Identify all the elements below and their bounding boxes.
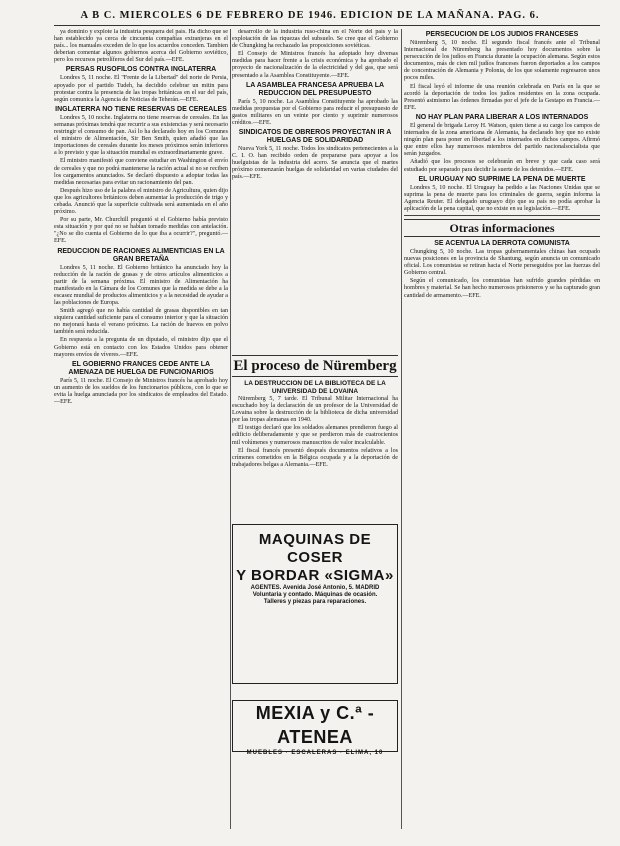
ad-title: MAQUINAS DE COSER — [258, 531, 372, 566]
masthead: A B C. MIERCOLES 6 DE FEBRERO DE 1946. EDICION DE LA MAÑANA. PAG. 6. — [80, 10, 540, 21]
article-text: Por su parte, Mr. Churchill preguntó si el Gobierno había previsto esta situación y por qué no se habían tomado medidas con antelación. "¿No se dio cuenta el Gobierno de lo que iba a ocurrir?", preguntó.—EFE. — [54, 217, 228, 245]
ad-text: MUEBLES · ESCALERAS · ELIMA, 10 — [246, 750, 384, 756]
article-text: El fiscal leyó el informe de una reunión celebrada en París en la que se acordó la deportación de todos los judíos residentes en la zona ocupada. Presentó asimismo las órdenes firmadas por el jefe de la Gestapo en Francia.—EFE. — [404, 83, 600, 111]
headline: SINDICATOS DE OBREROS PROYECTAN IR A HUELGAS DE SOLIDARIDAD — [238, 129, 392, 145]
ad-title: MEXIA y C.ª - ATENEA — [255, 703, 375, 747]
article-text: El Consejo de Ministros francés ha adoptado hoy diversas medidas para hacer frente a la crisis económica y ha aprobado el proyecto de nacionalización de la electricidad y del gas, que será presentado a la Asamblea Constituyente.—EFE. — [232, 51, 398, 79]
section-title: El proceso de Nüremberg — [232, 355, 398, 377]
article-text: Añadió que los procesos se celebrarán en breve y que cada caso será estudiado por separado para decidir la suerte de los detenidos.—EFE. — [404, 159, 600, 173]
column-divider-2 — [401, 29, 402, 829]
column-3 — [404, 29, 600, 829]
article-text: El testigo declaró que los soldados alemanes prendieron fuego al edificio deliberadamente y que se perdieron más de cuatrocientos mil volúmenes y numerosos manuscritos de valor incalculable. — [232, 425, 398, 446]
article-text: Londres 5, 10 noche. Inglaterra no tiene reservas de cereales. En las semanas próximas tendrá que recurrir a sus existencias y será necesario restringir el consumo de pan. Así lo ha declarado hoy en los Comunes el ministro de Alimentación, Sir Ben Smith, quien añadió que las importaciones de cereales durante los meses próximos serán inferiores a lo previsto y que la situación mundial es extraordinariamente grave. — [54, 114, 228, 157]
ad-text: Voluntaria y contado. Máquinas de ocasión. — [252, 592, 378, 598]
nuremberg-article — [232, 352, 398, 518]
article-text: En respuesta a la pregunta de un diputado, el ministro dijo que el Gobierno está en contacto con los Estados Unidos para obtener mayores envíos de víveres.—EFE. — [54, 337, 228, 358]
article-text: París 5, 10 noche. La Asamblea Constituyente ha aprobado las medidas propuestas por el Gobierno para reducir el presupuesto de gastos militares en un veinte por ciento y suprimir numerosos créditos.—EFE. — [232, 98, 398, 126]
article-text: Londres 5, 10 noche. El Uruguay ha pedido a las Naciones Unidas que se suprima la pena de muerte para los criminales de guerra, según informa la Agencia Reuter. El delegado uruguayo dijo que su país no podía aprobar la aplicación de la pena capital, que no existe en su legislación.—EFE. — [404, 184, 600, 212]
header-rule — [54, 25, 600, 26]
article-text: Nüremberg 5, 10 noche. El segundo fiscal francés ante el Tribunal Internacional de Nüremberg ha presentado hoy documentos sobre la persecución de los judíos en Francia durante la ocupación alemana. Según estos documentos, más de cien mil judíos franceses fueron deportados a los campos de concentración de Alemania y Polonia, de los que solamente regresaron unos pocos miles. — [404, 40, 600, 82]
article-text: Nueva York 5, 11 noche. Todos los sindicatos pertenecientes a la C. I. O. han recibido orden de prepararse para apoyar a los huelguistas de la industria del acero. Se anuncia que el martes próximo comenzarán huelgas de solidaridad en varias ciudades del país.—EFE. — [232, 146, 398, 181]
article-text: El ministro manifestó que conviene estudiar en Washington el envío de cereales y que no podrá mantenerse la ración actual si no se reciben los cargamentos anunciados. Se declaró dispuesto a adoptar todas las medidas necesarias para evitar un racionamiento del pan. — [54, 158, 228, 186]
column-1 — [54, 29, 228, 829]
article-text: Londres 5, 11 noche. El Gobierno británico ha anunciado hoy la reducción de la ración de grasas y de otros artículos alimenticios a partir de la semana próxima. El ministro de Alimentación ha manifestado en la Cámara de los Comunes que la medida se debe a la escasez mundial de productos alimenticios y a la necesidad de ayudar a las poblaciones de Europa. — [54, 264, 228, 306]
column-2 — [232, 29, 398, 347]
sewing-machine-ad — [232, 524, 398, 684]
article-text: Chungking 5, 10 noche. Las tropas gubernamentales chinas han ocupado nuevas posiciones en la provincia de Shantung, según anuncia un comunicado oficial. Los comunistas se retiran hacia el Norte perseguidos por las fuerzas del Gobierno central. — [404, 248, 600, 277]
headline: PERSECUCION DE LOS JUDIOS FRANCESES — [425, 31, 579, 38]
ad-text: AGENTES. Avenida José Antonio, 5. MADRID — [250, 585, 380, 591]
article-text: Después hizo uso de la palabra el ministro de Agricultura, quien dijo que los agricultores británicos deben aumentar la producción de trigo y cebada. Anunció que la superficie cultivada será aumentada en el año próximo. — [54, 187, 228, 216]
article-text: París 5, 11 noche. El Consejo de Ministros francés ha aprobado hoy un aumento de los sueldos de los funcionarios públicos, con lo que se evita la huelga anunciada por los sindicatos de empleados del Estado.—EFE. — [54, 377, 228, 406]
ad-title: Y BORDAR «SIGMA» — [236, 567, 394, 584]
headline: INGLATERRA NO TIENE RESERVAS DE CEREALES — [55, 105, 227, 113]
article-text: Según el comunicado, los comunistas han sufrido grandes pérdidas en hombres y material. Se han hecho numerosos prisioneros y se ha capturado gran cantidad de armamento.—EFE. — [404, 278, 600, 299]
headline: NO HAY PLAN PARA LIBERAR A LOS INTERNADOS — [415, 113, 589, 121]
headline: EL GOBIERNO FRANCES CEDE ANTE LA AMENAZA DE HUELGA DE FUNCIONARIOS — [68, 360, 214, 376]
article-text: Smith agregó que no había cantidad de grasas disponibles en tan siquiera cantidad suficiente para el consumo interior y que la situación no mejorará hasta el verano próximo. La ración de huevos en polvo también será reducida. — [54, 308, 228, 336]
article-text: Londres 5, 11 noche. El "Frente de la Libertad" del norte de Persia, apoyado por el partido Tudeh, ha decidido celebrar un mitin para protestar contra la presencia de las tropas británicas en el sur del país, según comunica la Agencia de Noticias de Teherán.—EFE. — [54, 75, 228, 103]
headline: SE ACENTUA LA DERROTA COMUNISTA — [434, 239, 570, 247]
headline: REDUCCION DE RACIONES ALIMENTICIAS EN LA GRAN BRETAÑA — [57, 247, 225, 263]
ad-text: Talleres y piezas para reparaciones. — [263, 599, 367, 605]
furniture-ad — [232, 700, 398, 756]
article-text: desarrollo de la industria ruso-china en el Norte del país y la explotación de las riquezas del subsuelo. Se cree que el Gobierno de Chungking ha rechazado las proposiciones soviéticas. — [232, 29, 398, 50]
section-title: Otras informaciones — [404, 219, 600, 237]
column-divider-1 — [230, 29, 231, 829]
article-text: El fiscal francés presentó después documentos relativos a los crímenes cometidos en la Bélgica ocupada y a la deportación de trabajadores belgas a Alemania.—EFE. — [232, 447, 398, 468]
headline: PERSAS RUSOFILOS CONTRA INGLATERRA — [65, 66, 217, 74]
headline: LA DESTRUCCION DE LA BIBLIOTECA DE LA UNIVERSIDAD DE LOVAINA — [244, 380, 386, 395]
section-rule — [404, 215, 600, 216]
headline: EL URUGUAY NO SUPRIME LA PENA DE MUERTE — [418, 175, 586, 183]
headline: LA ASAMBLEA FRANCESA APRUEBA LA REDUCCION DEL PRESUPUESTO — [245, 81, 385, 97]
article-text: El general de brigada Leroy H. Watson, quien tiene a su cargo los campos de internados de la zona americana de Alemania, ha declarado hoy que no existe ningún plan para poner en libertad a los internados en dichos campos. Afirmó que entre ellos hay numerosos miembros del partido nacionalsocialista que serán juzgados. — [404, 122, 600, 158]
article-text: Nüremberg 5, 7 tarde. El Tribunal Militar Internacional ha escuchado hoy la declaración de un profesor de la Universidad de Lovaina sobre la destrucción de la biblioteca de dicha universidad por las tropas alemanas en 1940. — [232, 396, 398, 424]
article-text: ya dominio y explote la industria pesquera del país. Ha dicho que se han establecido ya cerca de cincuenta compañías extranjeras en el país... los manuales exceden de lo que los acuerdos conceden. Tambien deberian comentar algunos gobiernos acerca del Gobierno soviético, pero los recursos petrolíferos del Sur del país.—EFE. — [54, 29, 228, 64]
